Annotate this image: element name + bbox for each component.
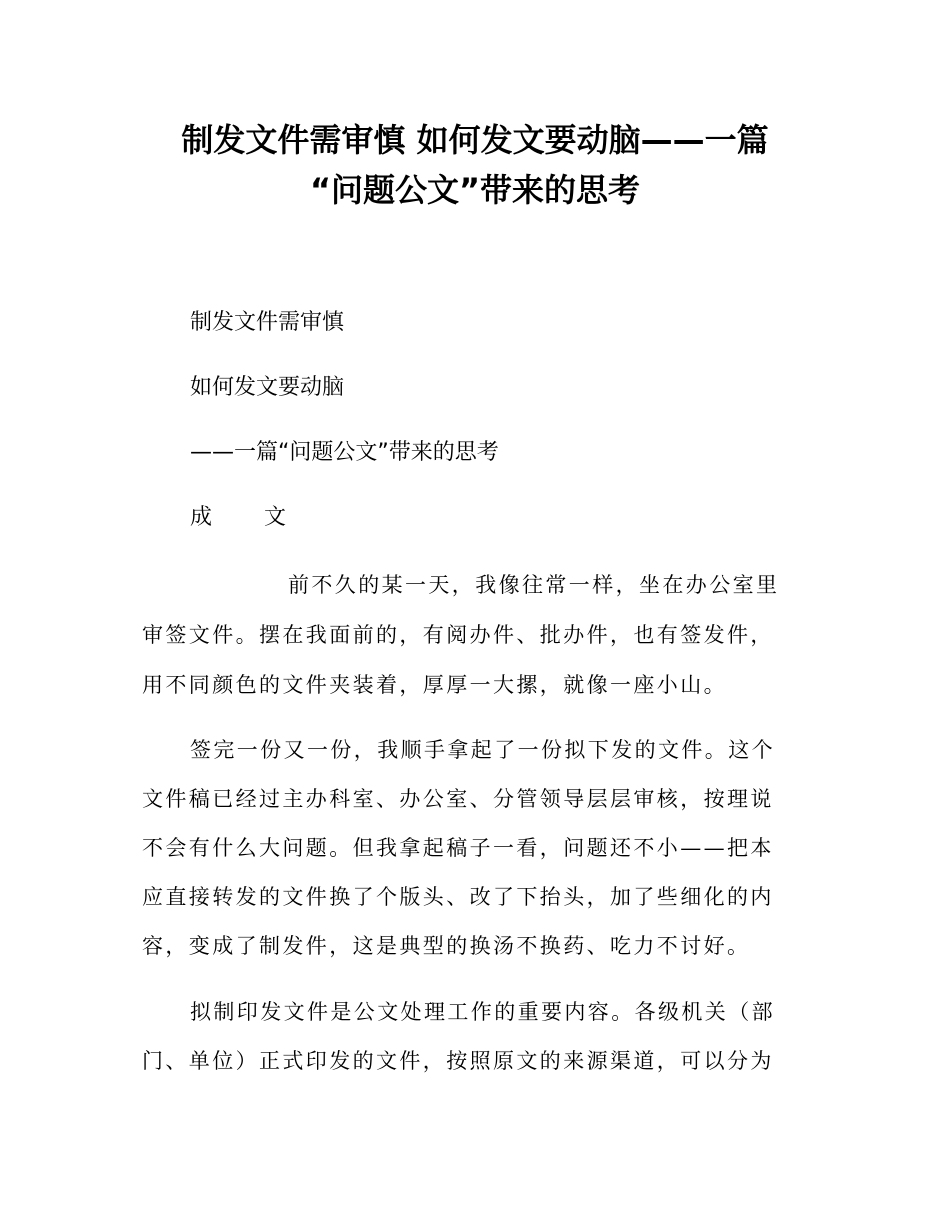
paragraph-2-line-2: 文件稿已经过主办科室、办公室、分管领导层层审核，按理说 [142, 787, 774, 811]
paragraph-1-line-2: 审签文件。摆在我面前的，有阅办件、批办件，也有签发件， [142, 623, 774, 647]
paragraph-3-line-2: 门、单位）正式印发的文件，按照原文的来源渠道，可以分为 [142, 1049, 774, 1073]
document-title-line-2: “问题公文”带来的思考 [309, 171, 641, 209]
paragraph-1-line-1: 前不久的某一天，我像往常一样，坐在办公室里 [288, 573, 780, 597]
subtitle-line-1: 制发文件需审慎 [190, 310, 345, 335]
paragraph-2-line-3: 不会有什么大问题。但我拿起稿子一看，问题还不小——把本 [142, 836, 774, 860]
paragraph-2-line-5: 容，变成了制发件，这是典型的换汤不换药、吃力不讨好。 [142, 934, 751, 958]
paragraph-2-line-1: 签完一份又一份，我顺手拿起了一份拟下发的文件。这个 [190, 738, 775, 762]
author-char-2: 文 [264, 505, 287, 530]
paragraph-2-line-4: 应直接转发的文件换了个版头、改了下抬头，加了些细化的内 [142, 885, 774, 909]
author-name [190, 503, 286, 533]
author-char-1: 成 [190, 505, 213, 530]
subtitle-line-2: 如何发文要动脑 [190, 375, 345, 400]
paragraph-3-line-1: 拟制印发文件是公文处理工作的重要内容。各级机关（部 [190, 1000, 775, 1024]
paragraph-1-line-3: 用不同颜色的文件夹装着，厚厚一大摞，就像一座小山。 [142, 673, 727, 697]
subtitle-line-3: ——一篇“问题公文”带来的思考 [190, 440, 499, 465]
document-title-line-1: 制发文件需审慎 如何发文要动脑——一篇 [181, 121, 769, 159]
